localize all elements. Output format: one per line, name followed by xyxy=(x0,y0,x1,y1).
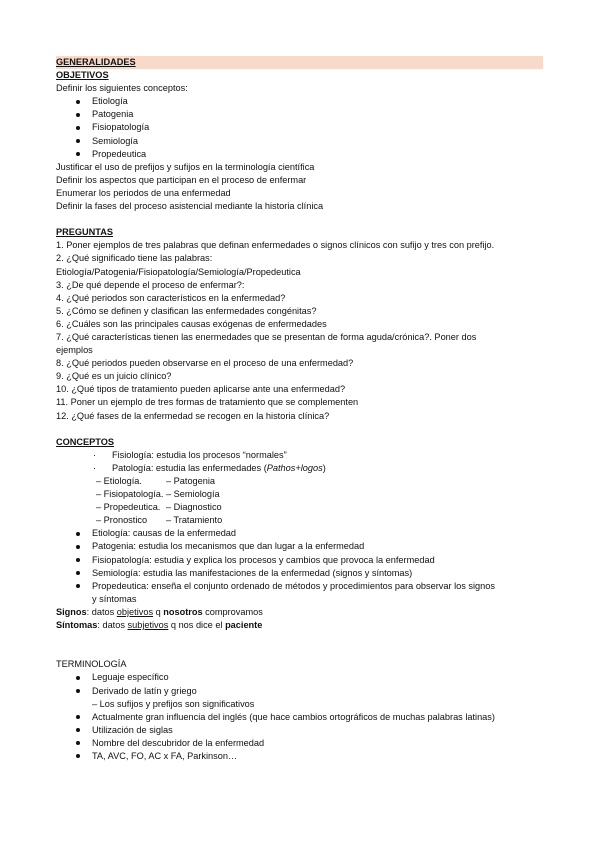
pair-left: – Pronostico xyxy=(96,515,148,526)
sintomas-underline: subjetivos xyxy=(127,620,169,631)
signos-underline: objetivos xyxy=(116,606,154,617)
question-line: Etiología/Patogenia/Fisiopatología/Semiología/Propedeutica xyxy=(56,266,301,277)
spacer xyxy=(56,645,543,658)
list-subitem: – Los sufijos y prefijos son significativos xyxy=(92,698,255,709)
list-item: Fisiopatología: estudia y explica los procesos y cambios que provoca la enfermedad xyxy=(56,554,543,567)
sintomas-bold: paciente xyxy=(225,620,263,631)
objetivo-line: Definir la fases del proceso asistencial mediante la historia clínica xyxy=(56,201,324,212)
list-item: Semiología xyxy=(56,135,543,148)
list-item: Patogenia xyxy=(56,108,543,121)
spacer xyxy=(56,423,543,436)
terminologia-heading: TERMINOLOGÍA xyxy=(56,659,127,670)
section-title: GENERALIDADES xyxy=(56,56,543,69)
concept-italic: Pathos+logos xyxy=(266,462,323,473)
preguntas-heading: PREGUNTAS xyxy=(56,227,113,238)
signos-pre: : datos xyxy=(86,606,117,617)
question-line: 12. ¿Qué fases de la enfermedad se recogen en la historia clínica? xyxy=(56,410,330,421)
list-item-continuation: y síntomas xyxy=(92,593,137,604)
question-line: 1. Poner ejemplos de tres palabras que definan enfermedades o signos clínicos con sufijo y tres con prefijo. xyxy=(56,240,495,251)
objetivo-line: Definir los aspectos que participan en el proceso de enfermar xyxy=(56,174,307,185)
pair-left: – Propedeutica. xyxy=(96,502,161,513)
list-item: Etiología xyxy=(56,95,543,108)
signos-label: Signos xyxy=(56,606,87,617)
concept-pair xyxy=(56,514,543,527)
concept-pair xyxy=(56,501,543,514)
signos-line xyxy=(56,606,543,619)
list-item: Patogenia: estudia los mecanismos que dan lugar a la enfermedad xyxy=(56,540,543,553)
question-line: 6. ¿Cuáles son las principales causas exógenas de enfermedades xyxy=(56,318,327,329)
pair-right: – Patogenia xyxy=(166,476,216,486)
question-line: 2. ¿Qué significado tiene las palabras: xyxy=(56,253,213,264)
pair-left: – Etiología. xyxy=(96,476,142,486)
objetivo-line: Justificar el uso de prefijos y sufijos en la terminología científica xyxy=(56,161,315,172)
document-page xyxy=(56,56,543,763)
list-item: Derivado de latín y griego xyxy=(56,685,543,698)
question-line: 4. ¿Qué periodos son característicos en la enfermedad? xyxy=(56,292,286,303)
question-line: 5. ¿Cómo se definen y clasifican las enfermedades congénitas? xyxy=(56,305,317,316)
question-line: 3. ¿De qué depende el proceso de enfermar?: xyxy=(56,279,245,290)
list-item: Etiología: causas de la enfermedad xyxy=(56,527,543,540)
spacer xyxy=(56,213,543,226)
concept-text: Patología: estudia las enfermedades ( xyxy=(112,462,267,473)
question-line: 7. ¿Qué características tienen las enermedades que se presentan de forma aguda/crónica?. Poner dos xyxy=(56,331,477,342)
objetivo-line: Enumerar los periodos de una enfermedad xyxy=(56,187,231,198)
concept-dot-item: · Fisiología: estudia los procesos “normales” xyxy=(56,449,543,462)
question-line: 8. ¿Qué periodos pueden observarse en el proceso de una enfermedad? xyxy=(56,358,354,369)
objetivos-intro: Definir los siguientes conceptos: xyxy=(56,83,188,94)
objetivos-heading: OBJETIVOS xyxy=(56,70,109,81)
sintomas-label: Síntomas xyxy=(56,620,98,631)
question-line: 11. Poner un ejemplo de tres formas de tratamiento que se complementen xyxy=(56,397,359,408)
conceptos-heading: CONCEPTOS xyxy=(56,436,115,447)
question-line: 9. ¿Qué es un juicio clínico? xyxy=(56,371,172,382)
question-line: ejemplos xyxy=(56,345,93,356)
list-item: TA, AVC, FO, AC x FA, Parkinson… xyxy=(56,750,543,763)
pair-right: – Semiología xyxy=(166,489,220,500)
list-item: Propedeutica xyxy=(56,148,543,161)
list-item: Nombre del descubridor de la enfermedad xyxy=(56,737,543,750)
sintomas-pre: : datos xyxy=(97,620,128,631)
concept-end: ) xyxy=(322,462,326,473)
concept-pair xyxy=(56,488,543,501)
question-line: 10. ¿Qué tipos de tratamiento pueden aplicarse ante una enfermedad? xyxy=(56,384,346,395)
list-item: Leguaje específico xyxy=(56,671,543,684)
concept-dot-item xyxy=(56,462,543,475)
concept-pair xyxy=(56,475,543,488)
pair-left: – Fisiopatología. xyxy=(96,489,164,500)
signos-post: comprovamos xyxy=(202,606,263,617)
pair-right: – Tratamiento xyxy=(166,515,223,526)
list-item: Semiología: estudia las manifestaciones de la enfermedad (signos y síntomas) xyxy=(56,567,543,580)
sintomas-mid: q nos dice el xyxy=(168,620,226,631)
list-item: Utilización de siglas xyxy=(56,724,543,737)
list-item: Actualmente gran influencia del inglés (que hace cambios ortográficos de muchas palabras latinas) xyxy=(56,711,543,724)
list-item: Fisiopatología xyxy=(56,121,543,134)
list-item: Propedeutica: enseña el conjunto ordenado de métodos y procedimientos para observar los signos xyxy=(56,580,543,593)
sintomas-line xyxy=(56,619,543,632)
signos-bold: nosotros xyxy=(163,606,203,617)
spacer xyxy=(56,632,543,645)
pair-right: – Diagnostico xyxy=(166,502,222,513)
signos-mid: q xyxy=(153,606,164,617)
